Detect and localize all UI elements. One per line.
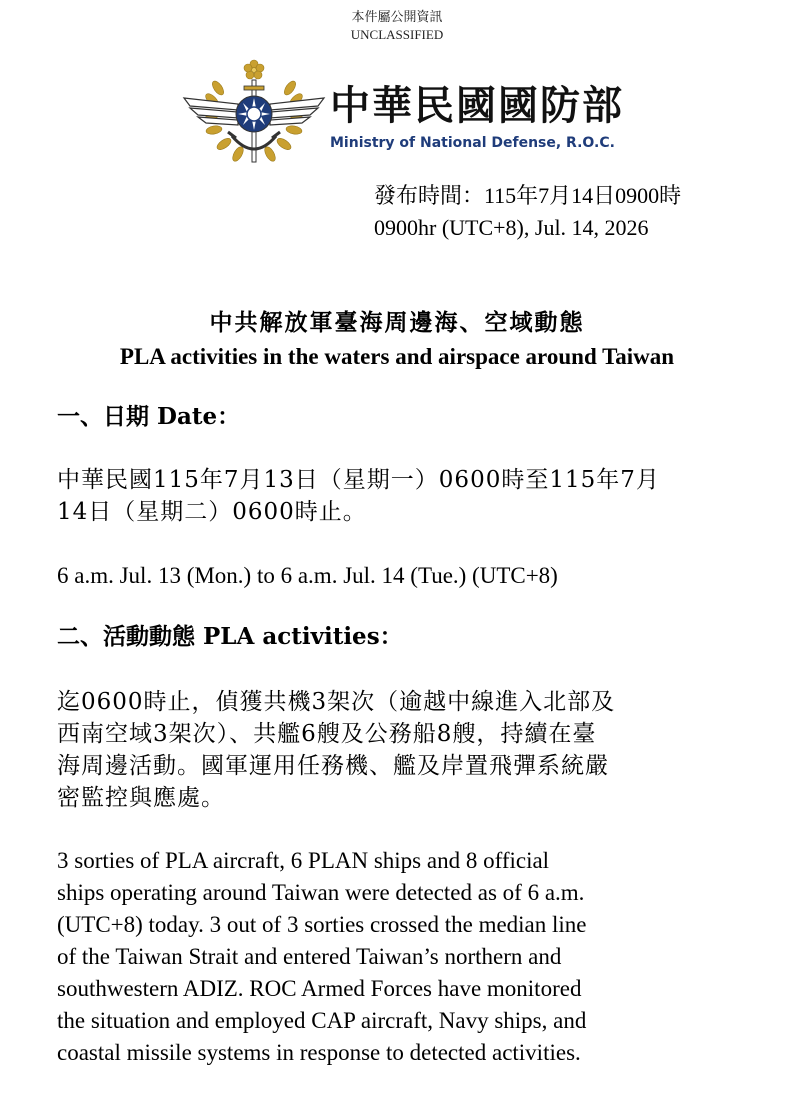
document-title bbox=[40, 306, 754, 374]
mnd-emblem-svg bbox=[180, 58, 328, 176]
section-activities-zh-line: 海周邊活動。國軍運用任務機、艦及岸置飛彈系統嚴 bbox=[57, 753, 609, 779]
document-title-zh: 中共解放軍臺海周邊海、空域動態 bbox=[209, 309, 585, 336]
org-name-zh: 中華民國國防部 bbox=[330, 83, 624, 129]
mnd-emblem-icon bbox=[180, 58, 328, 176]
section-activities-en-line: (UTC+8) today. 3 out of 3 sorties crossed the median line bbox=[57, 912, 587, 937]
section-date-zh bbox=[57, 464, 747, 528]
section-activities-zh-line: 密監控與應處。 bbox=[57, 785, 225, 811]
release-time bbox=[374, 180, 681, 244]
classification-marking bbox=[0, 8, 794, 44]
section-activities-zh-line: 西南空域3架次）、共艦6艘及公務船8艘，持續在臺 bbox=[57, 721, 597, 747]
release-time-en: 0900hr (UTC+8), Jul. 14, 2026 bbox=[374, 215, 649, 240]
section-date-zh-line: 14日（星期二）0600時止。 bbox=[57, 499, 367, 525]
section-activities-en-line: coastal missile systems in response to detected activities. bbox=[57, 1040, 581, 1065]
classification-zh: 本件屬公開資訊 bbox=[351, 9, 443, 24]
section-activities-en-line: ships operating around Taiwan were detected as of 6 a.m. bbox=[57, 880, 585, 905]
section-activities-zh-line: 迄0600時止，偵獲共機3架次（逾越中線進入北部及 bbox=[57, 689, 616, 715]
section-date-en-line: 6 a.m. Jul. 13 (Mon.) to 6 a.m. Jul. 14 (Tue.) (UTC+8) bbox=[57, 563, 558, 588]
section-activities-en-line: the situation and employed CAP aircraft, Navy ships, and bbox=[57, 1008, 587, 1033]
classification-en: UNCLASSIFIED bbox=[350, 27, 444, 42]
section-activities-heading: 二、活動動態 PLA activities： bbox=[57, 623, 403, 650]
section-activities-en-line: 3 sorties of PLA aircraft, 6 PLAN ships and 8 official bbox=[57, 848, 550, 873]
section-date-en bbox=[57, 560, 747, 592]
section-activities-en bbox=[57, 845, 747, 1069]
section-activities-zh bbox=[57, 686, 747, 814]
section-activities-en-line: of the Taiwan Strait and entered Taiwan’s northern and bbox=[57, 944, 562, 969]
release-time-zh: 發布時間：115年7月14日0900時 bbox=[374, 183, 682, 208]
section-date-zh-line: 中華民國115年7月13日（星期一）0600時至115年7月 bbox=[57, 467, 660, 493]
org-name-en: Ministry of National Defense, R.O.C. bbox=[330, 135, 615, 151]
document-title-en: PLA activities in the waters and airspace around Taiwan bbox=[119, 344, 675, 369]
section-date-heading: 一、日期 Date： bbox=[57, 403, 241, 430]
section-activities-en-line: southwestern ADIZ. ROC Armed Forces have monitored bbox=[57, 976, 582, 1001]
